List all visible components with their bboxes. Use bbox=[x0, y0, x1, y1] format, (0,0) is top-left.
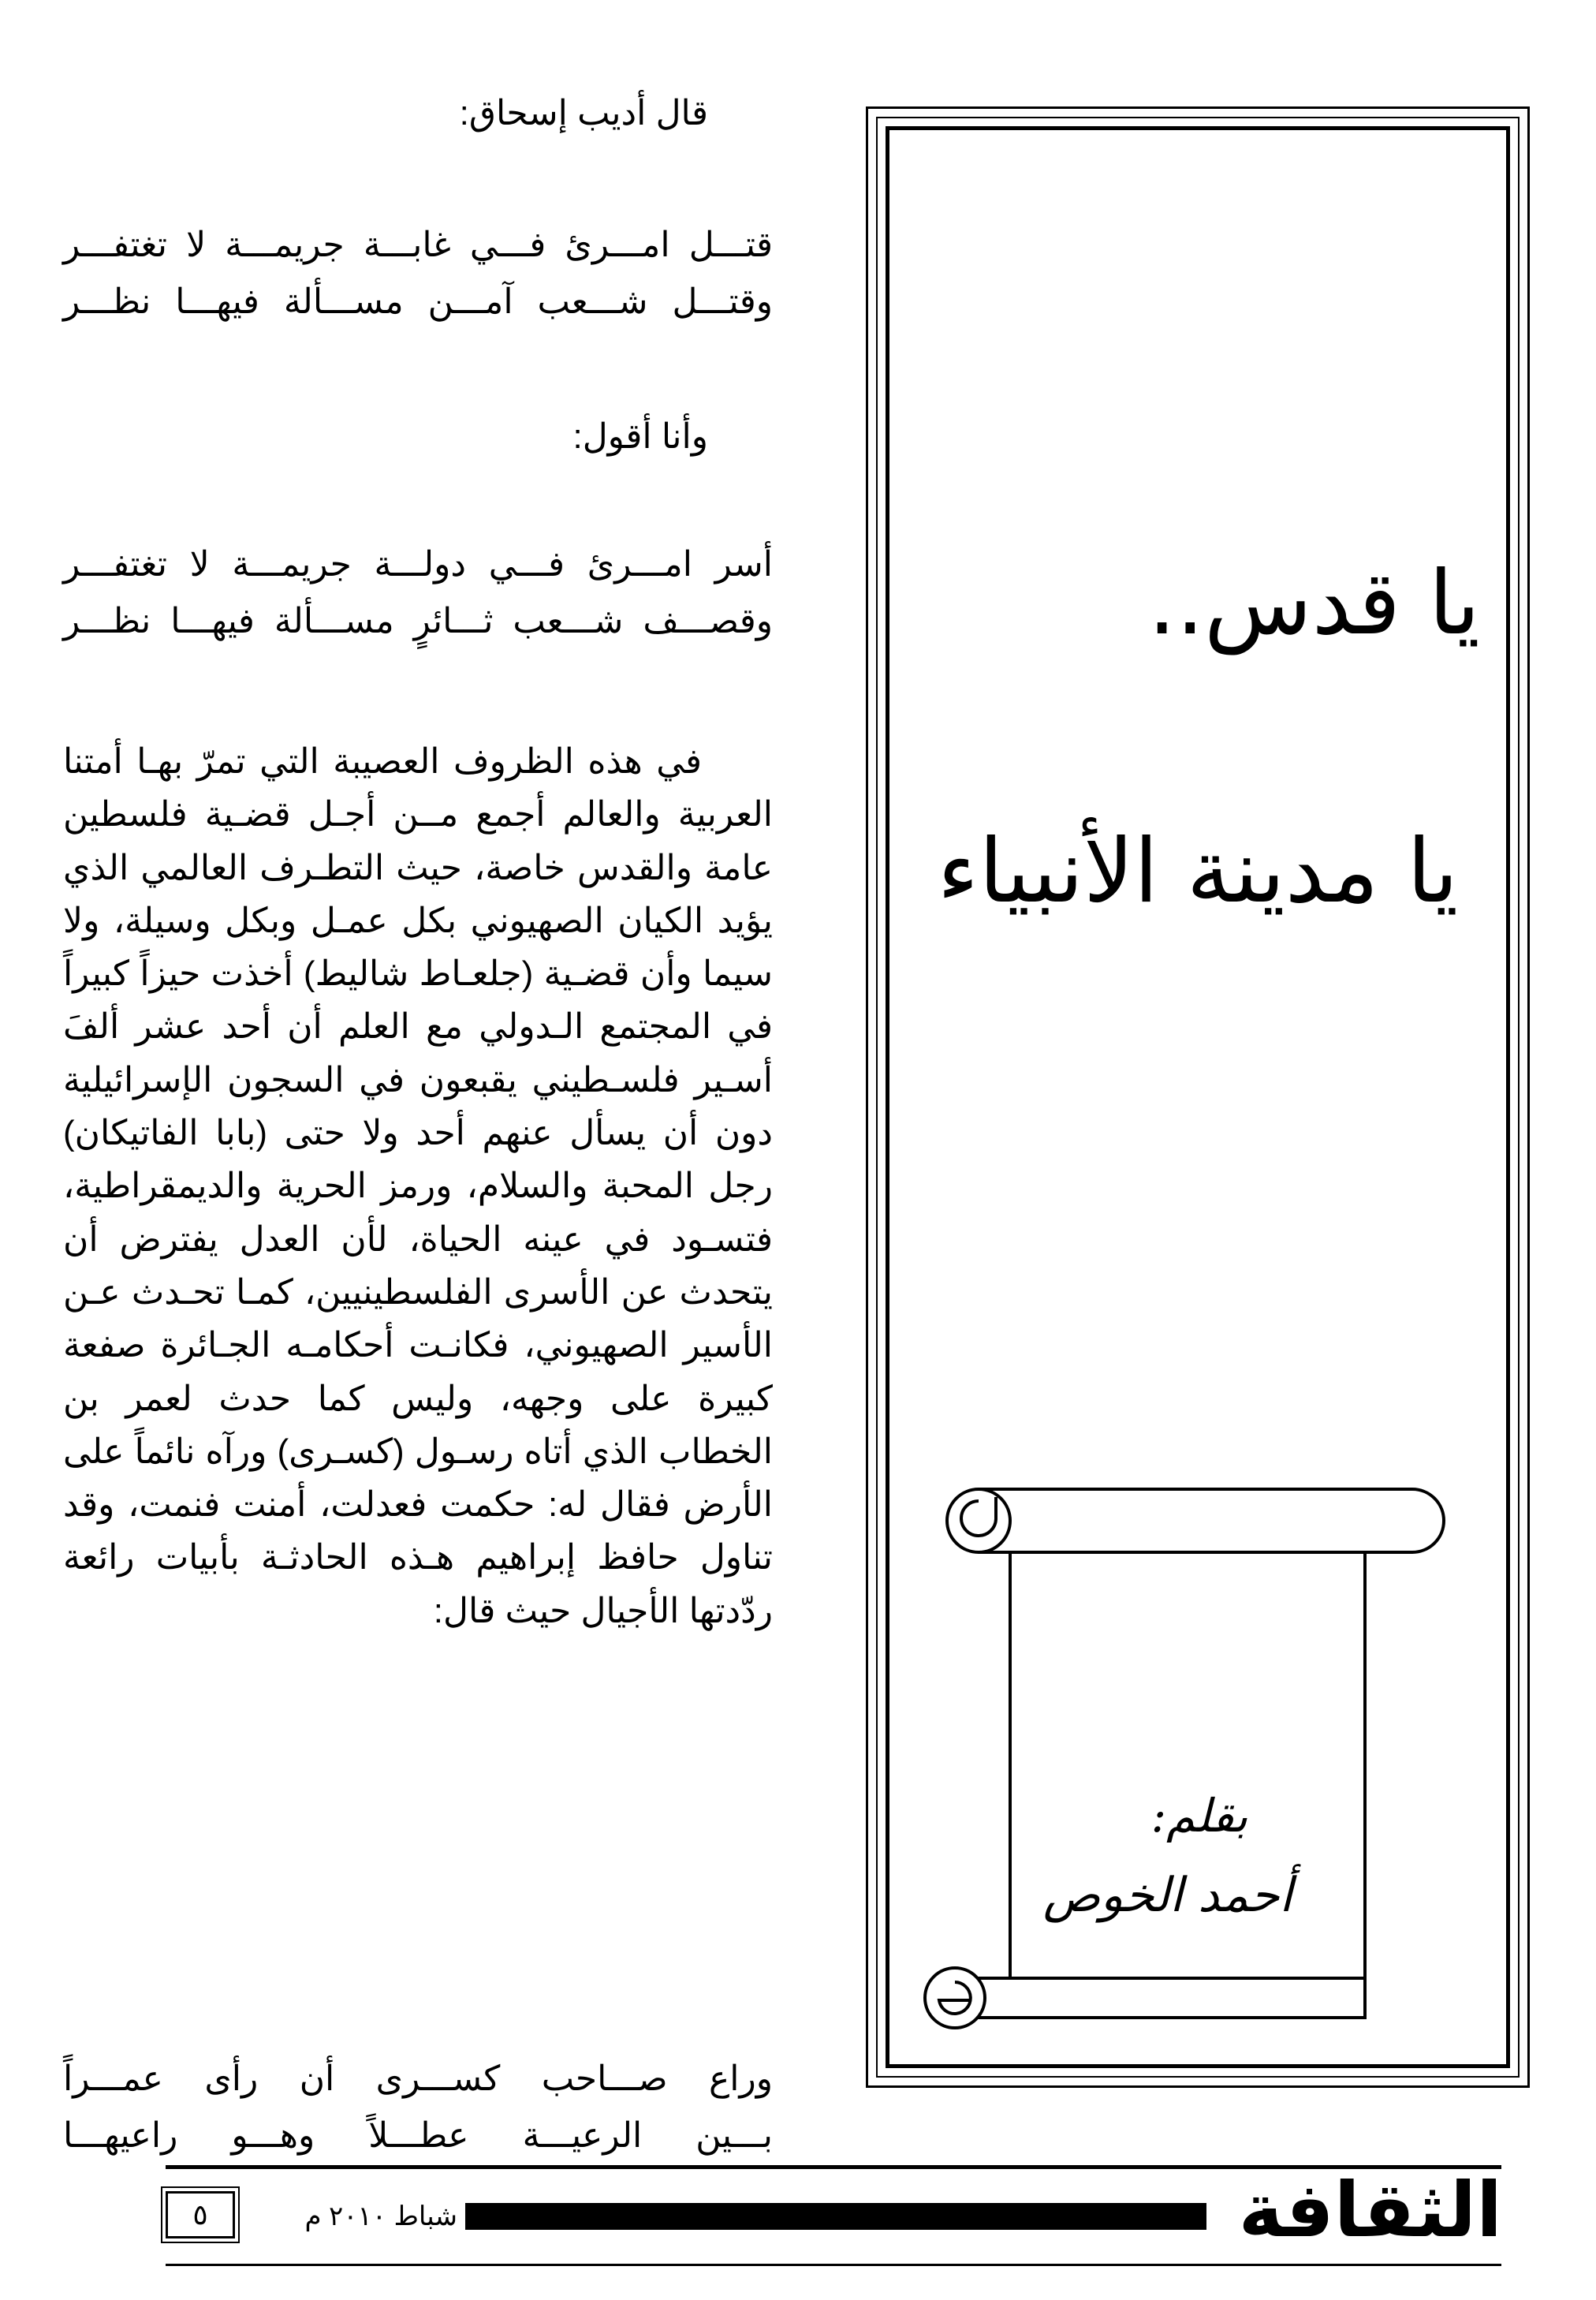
verse-line: وراع صـــاحب كســـرى أن رأى عمـــراً bbox=[63, 2059, 773, 2098]
magazine-logo: الثقافة bbox=[1238, 2166, 1502, 2254]
intro-heading: قال أديب إسحاق: bbox=[459, 94, 708, 133]
issue-date: شباط ٢٠١٠ م bbox=[304, 2201, 457, 2231]
page-number: ٥ bbox=[166, 2191, 235, 2238]
article-title-line1: يا قدس.. bbox=[1147, 552, 1480, 655]
verse-block-1 bbox=[63, 217, 773, 330]
footer-black-bar bbox=[465, 2203, 1206, 2230]
byline-label: بقلم: bbox=[1150, 1789, 1248, 1843]
verse-line: أسر امـــرئ فـــي دولـــة جريمـــة لا تغتفـــر bbox=[63, 545, 773, 584]
verse-line: وقصـــف شـــعب ثـــائرٍ مســـألة فيهـــا نظـــر bbox=[63, 602, 773, 640]
title-panel bbox=[866, 106, 1530, 2088]
footer-rule-bottom bbox=[166, 2264, 1501, 2266]
article-title-line2: يا مدينة الأنبياء bbox=[937, 820, 1459, 923]
verse-line: قتـــل امـــرئ فـــي غابـــة جريمـــة لا تغتفـــر bbox=[63, 226, 773, 264]
verse-line: وقتـــل شـــعب آمـــن مســـألة فيهـــا نظـــر bbox=[63, 282, 773, 321]
scroll-illustration bbox=[923, 1473, 1460, 2041]
verse-block-2 bbox=[63, 536, 773, 650]
author-name: أحمد الخوص bbox=[1042, 1868, 1293, 1923]
verse-block-3 bbox=[63, 2051, 773, 2164]
second-heading: وأنا أقول: bbox=[572, 417, 708, 456]
body-paragraph: في هذه الظروف العصيبة التي تمرّ بهـا أمتنا العربية والعالم أجمع مــن أجـل قضـية فلسطين عامة والقدس خاصة، حيث التطـرف العالمي الذي يؤيد الكيان الصهيوني بكل عمـل وبكل وسيلة، ولا سيما وأن قضـية (جلعـاط شاليط) أخذت حيزاً كبيراً في المجتمع الـدولي مع العلم أن أحد عشر ألفَ أسـير فلسـطيني يقبعون في السجون الإسرائيلية دون أن يسأل عنهم أحد ولا حتى (بابا الفاتيكان) رجل المحبة والسلام، ورمز الحرية والديمقراطية، فتسـود في عينه الحياة، لأن العدل يفترض أن يتحدث عن الأسرى الفلسطينيين، كمـا تحـدث عـن الأسير الصهيوني، فكانـت أحكامـه الجـائرة صفعة كبيرة على وجهه، وليس كما حدث لعمر بن الخطاب الذي أتاه رسـول (كسـرى) ورآه نائماً على الأرض فقال له: حكمت فعدلت، أمنت فنمت، وقد تناول حافظ إبراهيم هـذه الحادثـة بأبيات رائعة ردّدتها الأجيال حيث قال: bbox=[63, 742, 773, 1630]
verse-line: بـــين الرعيـــة عطـــلاً وهـــو راعيهـــا bbox=[63, 2116, 773, 2155]
